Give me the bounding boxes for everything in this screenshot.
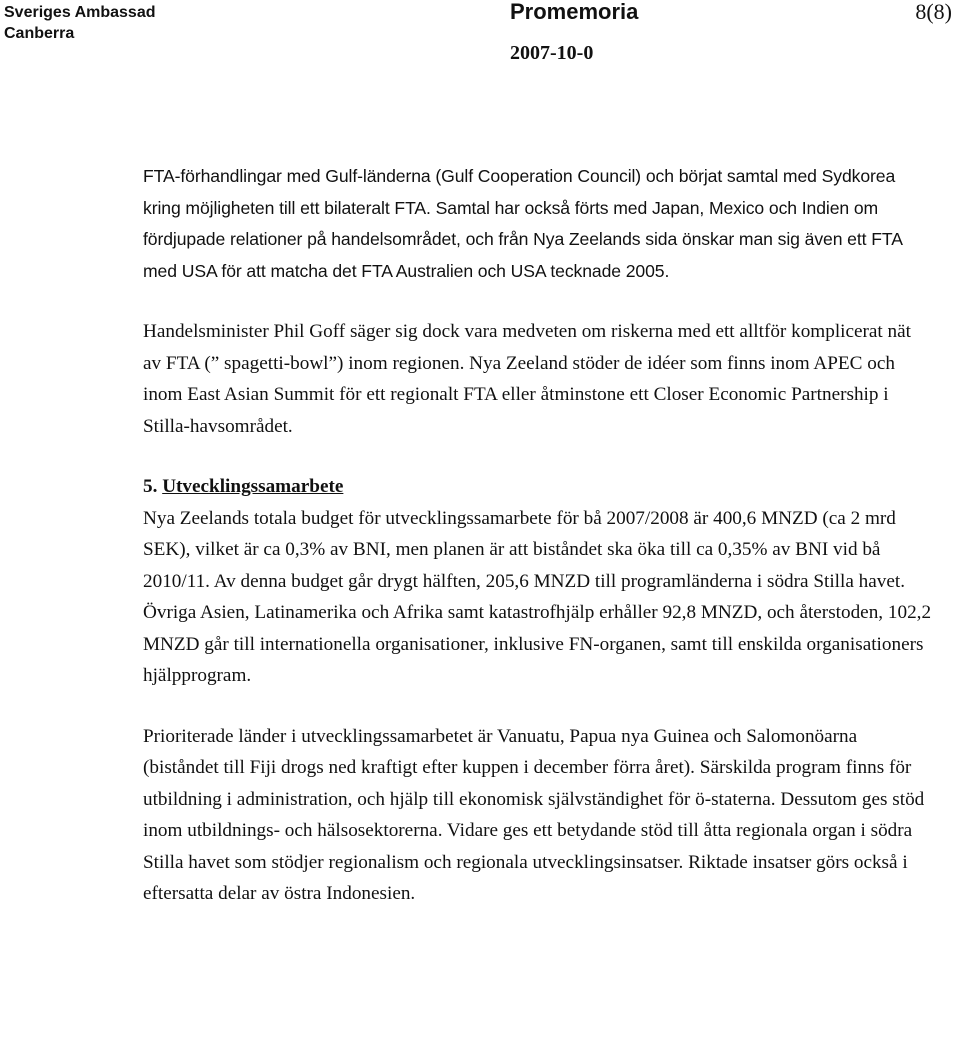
header-org: Sveriges Ambassad	[4, 4, 156, 21]
paragraph-fta-negotiations: FTA-förhandlingar med Gulf-länderna (Gulf Cooperation Council) och börjat samtal med Sydkorea kring möjligheten till ett bilateralt FTA. Samtal har också förts med Japan, Mexico och Indien om fördjupade relationer på handelsområdet, och från Nya Zeelands sida önskar man sig även ett FTA med USA för att matcha det FTA Australien och USA tecknade 2005.	[143, 166, 902, 281]
header-sender	[4, 2, 155, 44]
header-city: Canberra	[4, 25, 75, 42]
page-number: 8(8)	[915, 0, 952, 24]
document-type: Promemoria	[510, 0, 639, 24]
section-number: 5.	[143, 476, 158, 497]
paragraph-priority-countries: Prioriterade länder i utvecklingssamarbetet är Vanuatu, Papua nya Guinea och Salomonöarna (biståndet till Fiji drogs ned kraftigt efter kuppen i december förra året). Särskilda program finns för utbildning i administration, och hjälp till ekonomisk självständighet för ö-staterna. Dessutom ges stöd inom utbildnings- och hälsosektorerna. Vidare ges ett betydande stöd till åtta regionala organ i södra Stilla havet som stödjer regionalism och regionala utvecklingsinsatser. Riktade insatser görs också i eftersatta delar av östra Indonesien.	[143, 725, 925, 904]
document-body	[143, 161, 933, 910]
document-date: 2007-10-0	[510, 42, 594, 64]
paragraph-budget: Nya Zeelands totala budget för utvecklingssamarbete för bå 2007/2008 är 400,6 MNZD (ca 2 mrd SEK), vilket är ca 0,3% av BNI, men planen är att biståndet ska öka till ca 0,35% av BNI vid bå 2010/11. Av denna budget går drygt hälften, 205,6 MNZD till programländerna i södra Stilla havet. Övriga Asien, Latinamerika och Afrika samt katastrofhjälp erhåller 92,8 MNZD, och återstoden, 102,2 MNZD går till internationella organisationer, inklusive FN-organen, samt till enskilda organisationers hjälpprogram.	[143, 507, 932, 686]
section-heading	[143, 471, 933, 503]
section-title: Utvecklingssamarbete	[162, 476, 344, 497]
paragraph-trade-minister: Handelsminister Phil Goff säger sig dock vara medveten om riskerna med ett alltför komplicerat nät av FTA (” spagetti-bowl”) inom regionen. Nya Zeeland stöder de idéer som finns inom APEC och inom East Asian Summit för ett regionalt FTA eller åtminstone ett Closer Economic Partnership i Stilla-havsområdet.	[143, 321, 911, 437]
